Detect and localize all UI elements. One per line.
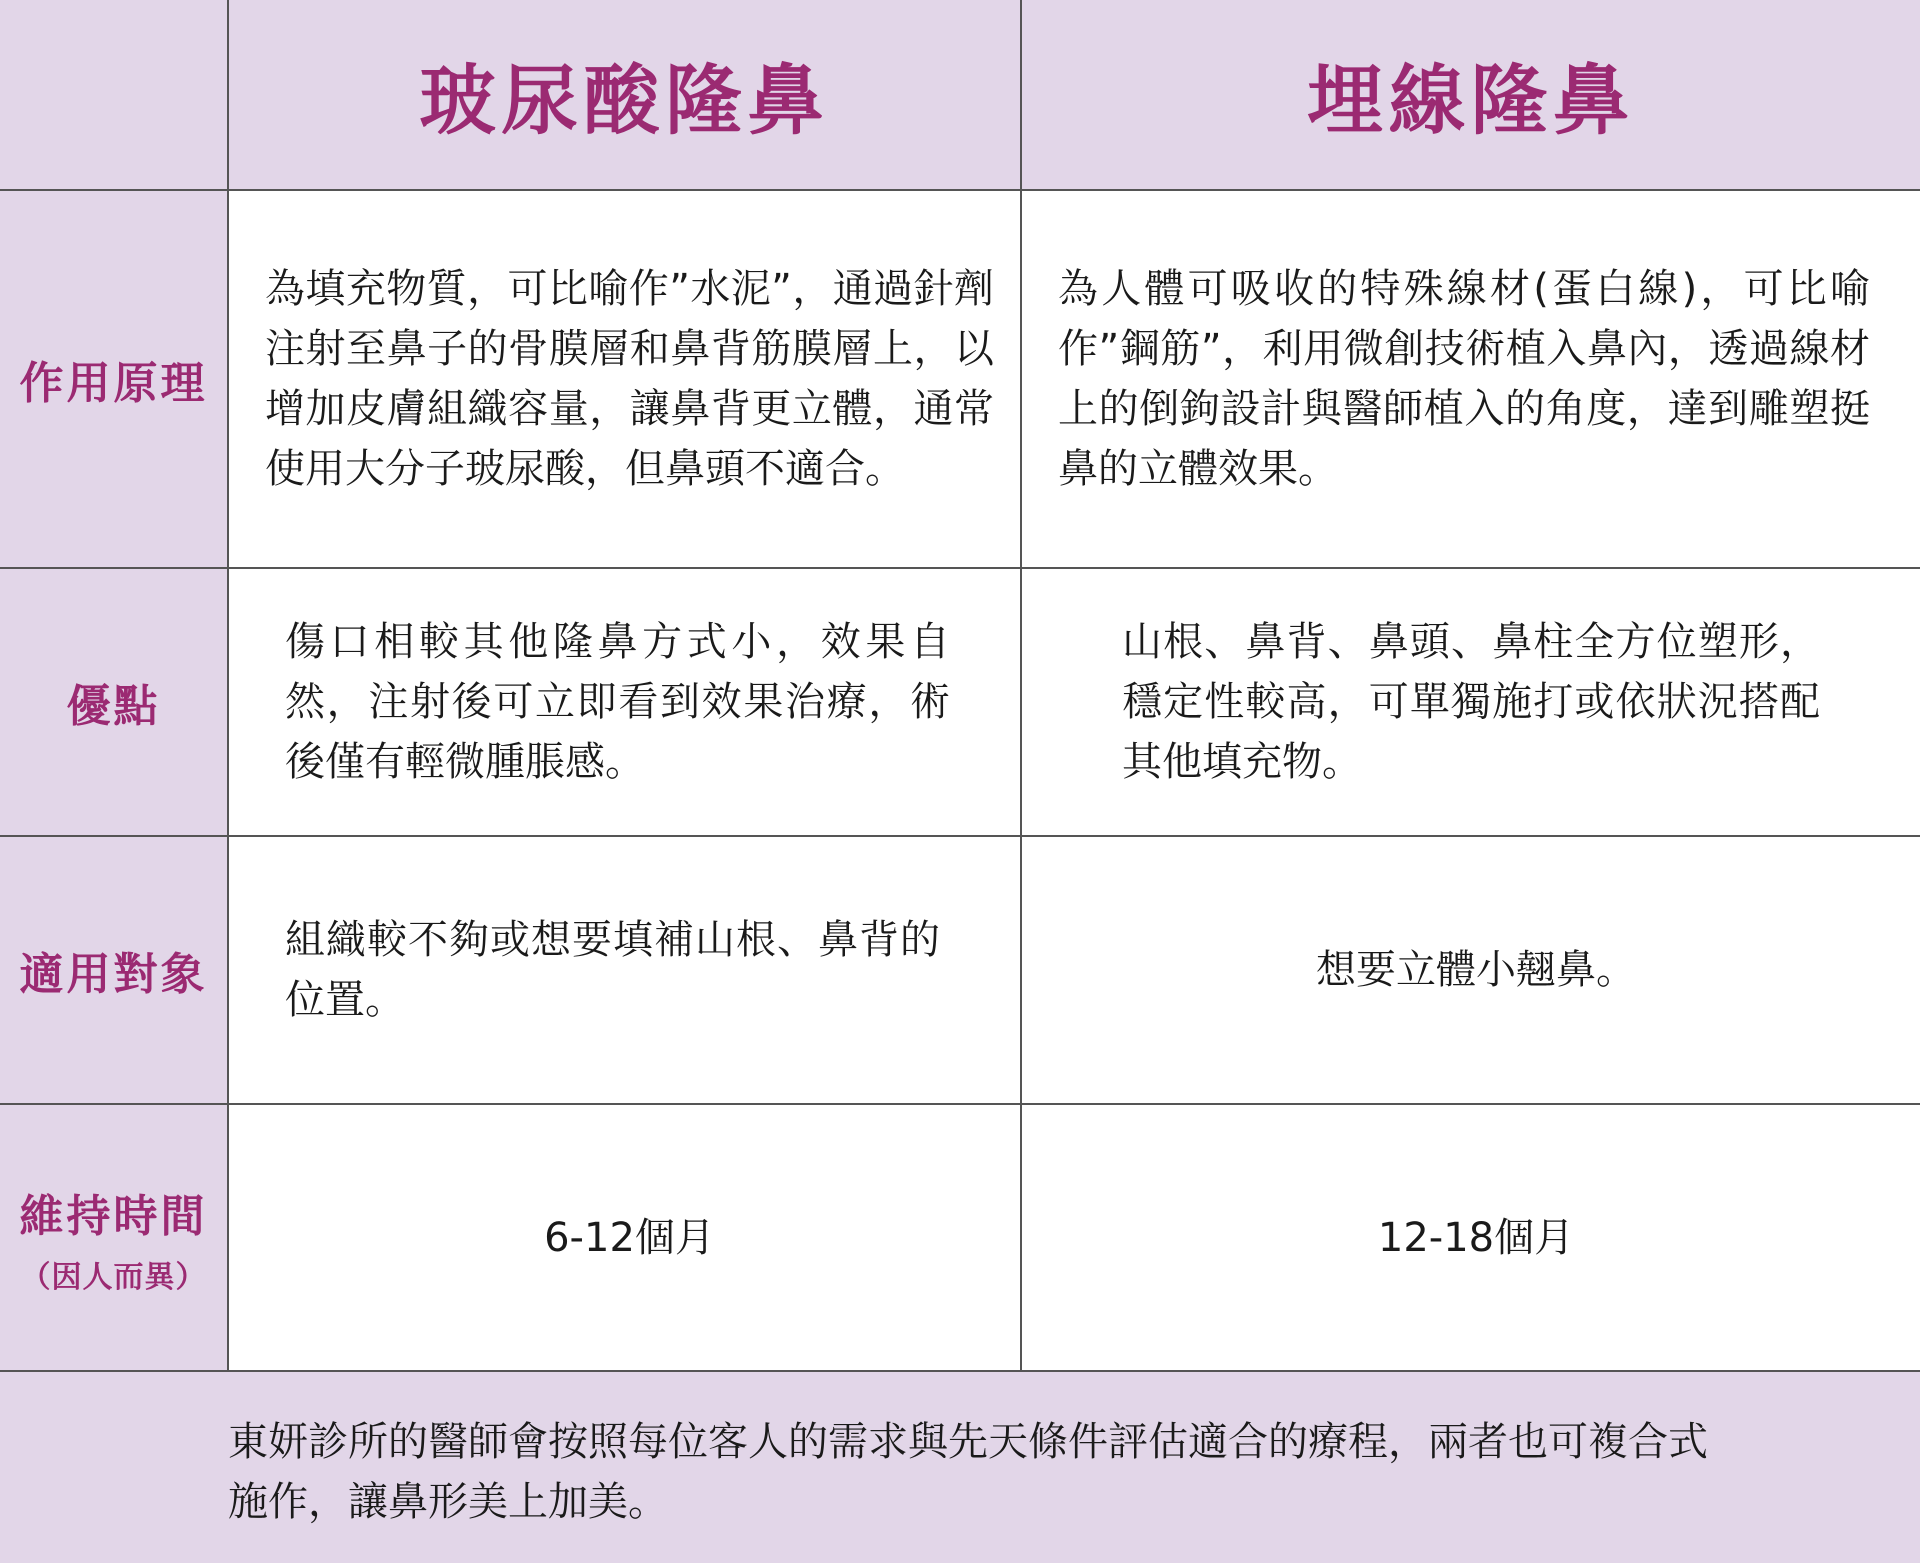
row-label-duration bbox=[0, 1105, 229, 1372]
row-label-text: 維持時間 bbox=[19, 1190, 208, 1242]
corner-cell bbox=[0, 0, 229, 191]
cell-advantages-thread: 山根、鼻背、鼻頭、鼻柱全方位塑形，穩定性較高，可單獨施打或依狀況搭配其他填充物。 bbox=[1022, 569, 1920, 837]
cell-mechanism-thread: 為人體可吸收的特殊線材(蛋白線)，可比喻作”鋼筋”，利用微創技術植入鼻內，透過線材上的倒鉤設計與醫師植入的角度，達到雕塑挺鼻的立體效果。 bbox=[1022, 191, 1920, 569]
row-label-text: 作用原理 bbox=[19, 358, 208, 409]
cell-advantages-hyaluronic: 傷口相較其他隆鼻方式小，效果自然，注射後可立即看到效果治療，術後僅有輕微腫脹感。 bbox=[229, 569, 1022, 837]
row-label-mechanism bbox=[0, 191, 229, 569]
column-header-hyaluronic: 玻尿酸隆鼻 bbox=[229, 0, 1022, 191]
cell-duration-thread: 12-18個月 bbox=[1022, 1105, 1920, 1372]
row-label-text: 優點 bbox=[66, 681, 161, 732]
cell-suitable-thread: 想要立體小翹鼻。 bbox=[1022, 837, 1920, 1105]
column-header-thread-lift: 埋線隆鼻 bbox=[1022, 0, 1920, 191]
cell-mechanism-hyaluronic: 為填充物質，可比喻作”水泥”，通過針劑注射至鼻子的骨膜層和鼻背筋膜層上，以增加皮膚組織容量，讓鼻背更立體，通常使用大分子玻尿酸，但鼻頭不適合。 bbox=[229, 191, 1022, 569]
cell-suitable-hyaluronic: 組織較不夠或想要填補山根、鼻背的位置。 bbox=[229, 837, 1022, 1105]
row-label-note: （因人而異） bbox=[20, 1259, 207, 1295]
footer-note bbox=[0, 1372, 1920, 1563]
row-label-advantages bbox=[0, 569, 229, 837]
row-label-suitable-for bbox=[0, 837, 229, 1105]
row-label-text: 適用對象 bbox=[19, 949, 208, 1000]
footer-text: 東妍診所的醫師會按照每位客人的需求與先天條件評估適合的療程，兩者也可複合式施作，讓鼻形美上加美。 bbox=[228, 1419, 1708, 1525]
cell-duration-hyaluronic: 6-12個月 bbox=[229, 1105, 1022, 1372]
